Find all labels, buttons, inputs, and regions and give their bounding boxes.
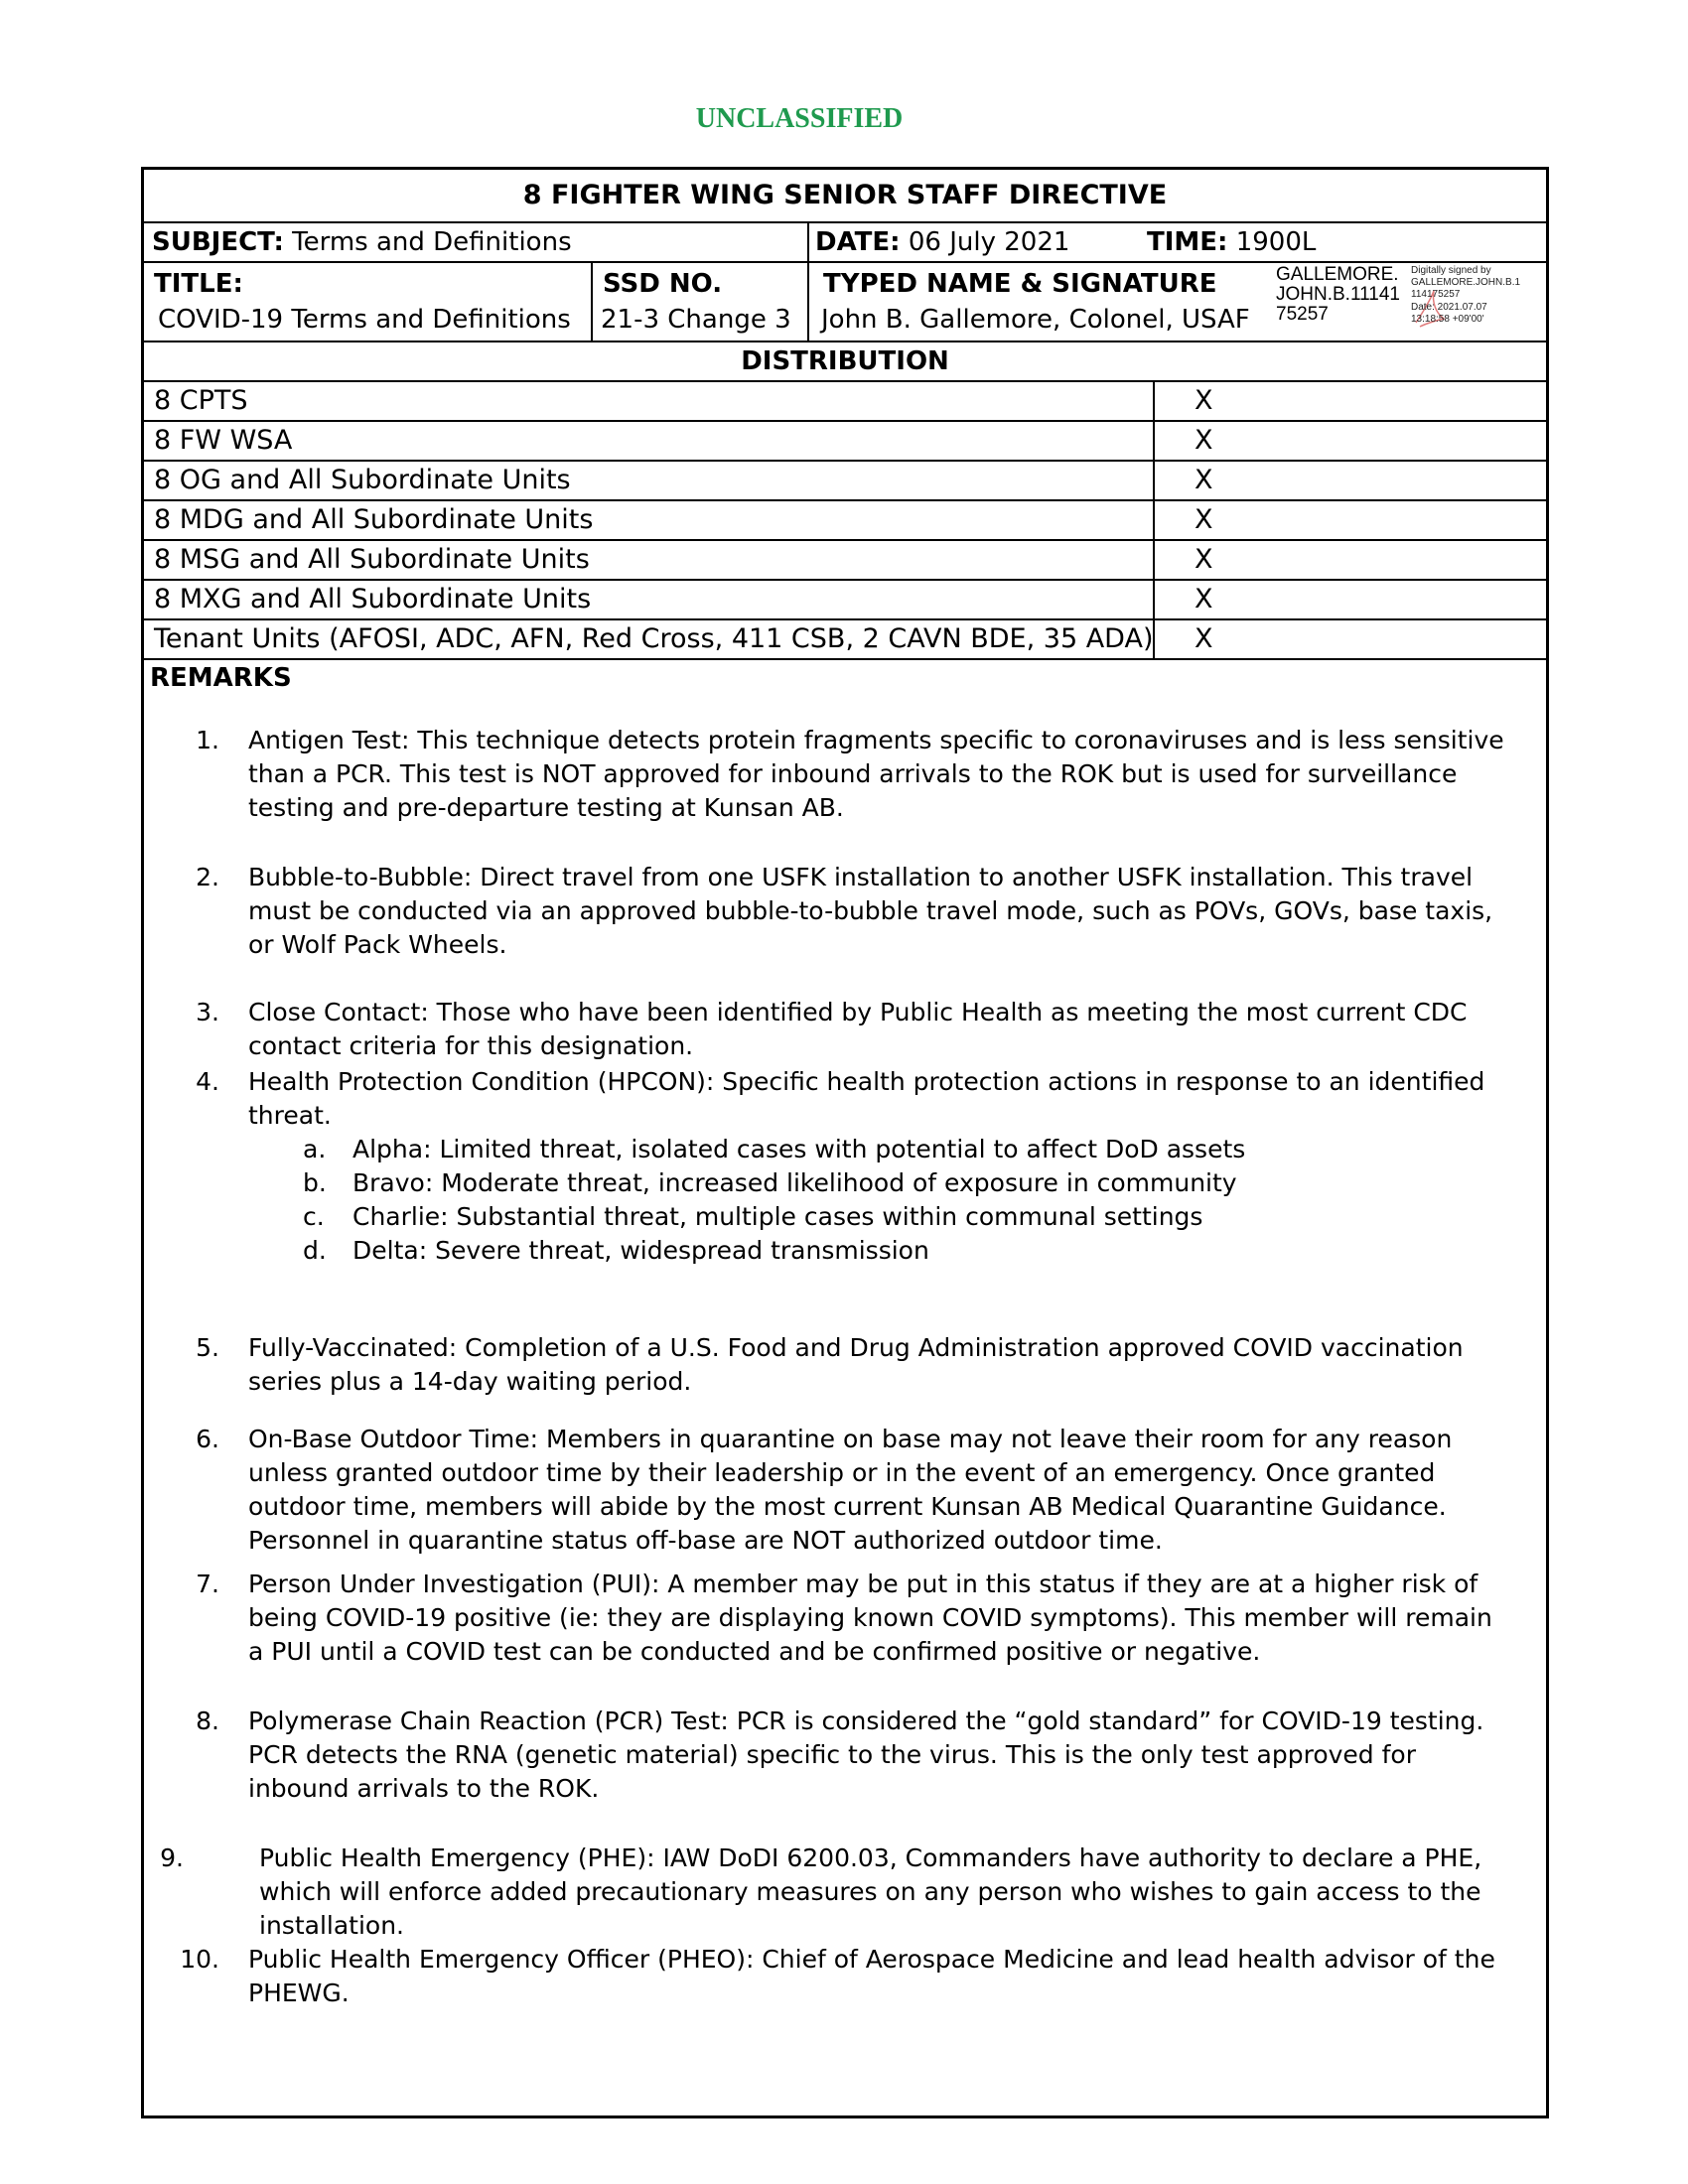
remark-text: Person Under Investigation (PUI): A member may be put in this status if they are at a higher risk of being COVID-19 positive (ie: they are displaying known COVID symptoms). This member will remain a PUI until a COVID test can be conducted and be confirmed positive or negative. bbox=[248, 1570, 1492, 1666]
title-label: TITLE: bbox=[154, 269, 243, 299]
remark-text: Public Health Emergency (PHE): IAW DoDI 6200.03, Commanders have authority to declare a PHE, which will enforce added precautionary measures on any person who wishes to gain access to the installation. bbox=[259, 1843, 1482, 1940]
distribution-mark: X bbox=[1195, 584, 1213, 614]
distribution-unit: 8 CPTS bbox=[154, 385, 248, 416]
distribution-unit: Tenant Units (AFOSI, ADC, AFN, Red Cross, 411 CSB, 2 CAVN BDE, 35 ADA) bbox=[154, 623, 1154, 654]
remark-number: 3. bbox=[196, 998, 219, 1026]
time-value: 1900L bbox=[1235, 227, 1317, 257]
remark-text: Close Contact: Those who have been identified by Public Health as meeting the most current CDC contact criteria for this designation. bbox=[248, 998, 1468, 1060]
subject-value: Terms and Definitions bbox=[292, 227, 572, 257]
distribution-row bbox=[144, 581, 1546, 620]
distribution-mark: X bbox=[1195, 623, 1213, 654]
digital-sig-note-1: Digitally signed by bbox=[1411, 265, 1491, 276]
distribution-row bbox=[144, 422, 1546, 462]
distribution-unit: 8 FW WSA bbox=[154, 425, 293, 456]
subitem-text: Bravo: Moderate threat, increased likelihood of exposure in community bbox=[352, 1168, 1237, 1197]
remark-number: 5. bbox=[196, 1333, 219, 1362]
digital-sig-note-4: Date: 2021.07.07 bbox=[1411, 302, 1487, 313]
subitem-letter: c. bbox=[303, 1202, 325, 1231]
distribution-mark: X bbox=[1195, 504, 1213, 535]
remark-text: Antigen Test: This technique detects protein fragments specific to coronaviruses and is less sensitive than a PCR. This test is NOT approved for inbound arrivals to the ROK but is used for surveillance testing and pre-departure testing at Kunsan AB. bbox=[248, 726, 1504, 822]
digital-sig-note-2: GALLEMORE.JOHN.B.1 bbox=[1411, 277, 1521, 288]
signature-cell bbox=[809, 263, 1549, 341]
distribution-mark: X bbox=[1195, 385, 1213, 416]
distribution-row bbox=[144, 620, 1546, 660]
remark-subitem bbox=[248, 1133, 1509, 1166]
distribution-row bbox=[144, 382, 1546, 422]
date-time-cell bbox=[809, 223, 1549, 261]
date-value: 06 July 2021 bbox=[908, 227, 1070, 257]
subject-date-row bbox=[144, 223, 1546, 263]
ssd-value: 21-3 Change 3 bbox=[601, 305, 791, 335]
remark-subitem bbox=[248, 1234, 1509, 1268]
ssd-label: SSD NO. bbox=[603, 269, 723, 299]
digital-sig-name-1: GALLEMORE. bbox=[1276, 264, 1399, 285]
title-cell bbox=[144, 263, 593, 341]
digital-sig-name-2: JOHN.B.11141 bbox=[1276, 284, 1400, 305]
time-label: TIME: bbox=[1147, 227, 1228, 257]
subject-label: SUBJECT: bbox=[152, 227, 284, 257]
remark-number: 9. bbox=[160, 1843, 184, 1872]
distribution-unit: 8 MDG and All Subordinate Units bbox=[154, 504, 594, 535]
remark-subitem bbox=[248, 1200, 1509, 1234]
remark-number: 10. bbox=[180, 1945, 219, 1974]
remark-text: Bubble-to-Bubble: Direct travel from one USFK installation to another USFK installation. This travel must be conducted via an approved bubble-to-bubble travel mode, such as POVs, GOVs, base taxis, or Wolf Pack Wheels. bbox=[248, 863, 1493, 959]
remarks-label: REMARKS bbox=[150, 663, 292, 693]
subitem-text: Charlie: Substantial threat, multiple cases within communal settings bbox=[352, 1202, 1203, 1231]
digital-sig-note-3: 114175257 bbox=[1411, 289, 1461, 300]
digital-signature bbox=[1276, 263, 1549, 341]
distribution-row bbox=[144, 541, 1546, 581]
remark-number: 1. bbox=[196, 726, 219, 754]
remark-number: 7. bbox=[196, 1570, 219, 1598]
date-label: DATE: bbox=[815, 227, 901, 257]
remark-number: 6. bbox=[196, 1425, 219, 1453]
digital-sig-name-3: 75257 bbox=[1276, 304, 1329, 325]
remark-text: Fully-Vaccinated: Completion of a U.S. Food and Drug Administration approved COVID vaccination series plus a 14-day waiting period. bbox=[248, 1333, 1464, 1396]
title-value: COVID-19 Terms and Definitions bbox=[158, 305, 571, 335]
remark-text: On-Base Outdoor Time: Members in quarantine on base may not leave their room for any reason unless granted outdoor time by their leadership or in the event of an emergency. Once granted outdoor time, members will abide by the most current Kunsan AB Medical Quarantine Guidance. Personnel in quarantine status off-base are NOT authorized outdoor time. bbox=[248, 1425, 1453, 1555]
distribution-mark: X bbox=[1195, 425, 1213, 456]
subitem-letter: a. bbox=[303, 1135, 327, 1163]
distribution-unit: 8 OG and All Subordinate Units bbox=[154, 465, 571, 495]
ssd-cell bbox=[593, 263, 809, 341]
digital-sig-note-5: 13:18:58 +09'00' bbox=[1411, 314, 1484, 325]
remark-number: 8. bbox=[196, 1706, 219, 1735]
signature-name: John B. Gallemore, Colonel, USAF bbox=[821, 305, 1250, 335]
distribution-row bbox=[144, 462, 1546, 501]
remark-text: Polymerase Chain Reaction (PCR) Test: PCR is considered the “gold standard” for COVID-19 testing. PCR detects the RNA (genetic material) specific to the virus. This is the only test approved for inbound arrivals to the ROK. bbox=[248, 1706, 1484, 1803]
directive-title: 8 FIGHTER WING SENIOR STAFF DIRECTIVE bbox=[144, 170, 1546, 223]
subitem-text: Alpha: Limited threat, isolated cases with potential to affect DoD assets bbox=[352, 1135, 1246, 1163]
classification-marking: UNCLASSIFIED bbox=[695, 103, 904, 134]
remark-text: Health Protection Condition (HPCON): Specific health protection actions in response to an identified threat. bbox=[248, 1067, 1485, 1130]
distribution-heading: DISTRIBUTION bbox=[144, 342, 1546, 382]
distribution-mark: X bbox=[1195, 544, 1213, 575]
signature-label: TYPED NAME & SIGNATURE bbox=[823, 269, 1217, 299]
subject-cell bbox=[144, 223, 809, 261]
remark-number: 2. bbox=[196, 863, 219, 891]
distribution-unit: 8 MXG and All Subordinate Units bbox=[154, 584, 592, 614]
subitem-text: Delta: Severe threat, widespread transmission bbox=[352, 1236, 929, 1265]
distribution-mark: X bbox=[1195, 465, 1213, 495]
remark-subitem bbox=[248, 1166, 1509, 1200]
subitem-letter: d. bbox=[303, 1236, 327, 1265]
remark-text: Public Health Emergency Officer (PHEO): Chief of Aerospace Medicine and lead health advisor of the PHEWG. bbox=[248, 1945, 1495, 2007]
remark-number: 4. bbox=[196, 1067, 219, 1096]
distribution-unit: 8 MSG and All Subordinate Units bbox=[154, 544, 590, 575]
subitem-letter: b. bbox=[303, 1168, 327, 1197]
distribution-row bbox=[144, 501, 1546, 541]
title-ssd-signature-row bbox=[144, 263, 1546, 342]
directive-form bbox=[141, 167, 1549, 2118]
